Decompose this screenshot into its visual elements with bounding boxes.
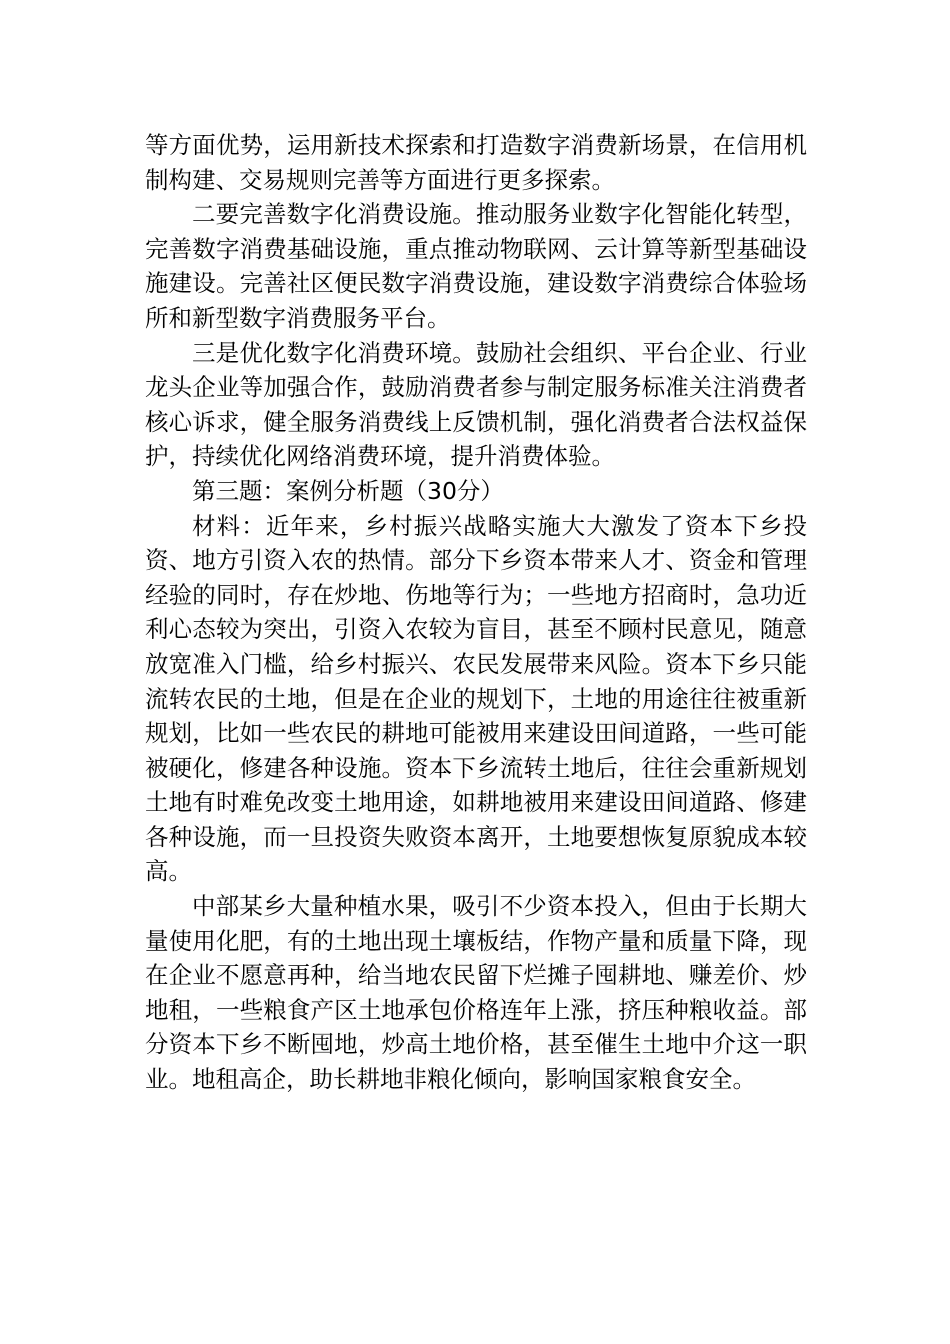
paragraph-material: 材料：近年来，乡村振兴战略实施大大激发了资本下乡投资、地方引资入农的热情。部分下乡资本带来人才、资金和管理经验的同时，存在炒地、伤地等行为；一些地方招商时，急功近利心态较为突出，引资入农较为盲目，甚至不顾村民意见，随意放宽准入门槛，给乡村振兴、农民发展带来风险。资本下乡只能流转农民的土地，但是在企业的规划下，土地的用途往往被重新规划，比如一些农民的耕地可能被用来建设田间道路，一些可能被硬化，修建各种设施。资本下乡流转土地后，往往会重新规划土地有时难免改变土地用途，如耕地被用来建设田间道路、修建各种设施，而一旦投资失败资本离开，土地要想恢复原貌成本较高。 [145,511,807,886]
paragraph-2: 二要完善数字化消费设施。推动服务业数字化智能化转型，完善数字消费基础设施，重点推动物联网、云计算等新型基础设施建设。完善社区便民数字消费设施，建设数字消费综合体验场所和新型数字消费服务平台。 [145,200,807,332]
document-page [145,128,807,1097]
paragraph-6: 中部某乡大量种植水果，吸引不少资本投入，但由于长期大量使用化肥，有的土地出现土壤板结，作物产量和质量下降，现在企业不愿意再种，给当地农民留下烂摊子囤耕地、赚差价、炒地租，一些粮食产区土地承包价格连年上涨，挤压种粮收益。部分资本下乡不断囤地，炒高土地价格，甚至催生土地中介这一职业。地租高企，助长耕地非粮化倾向，影响国家粮食安全。 [145,892,807,1094]
question-heading: 第三题：案例分析题（30分） [192,476,504,505]
paragraph-3: 三是优化数字化消费环境。鼓励社会组织、平台企业、行业龙头企业等加强合作，鼓励消费者参与制定服务标准关注消费者核心诉求，健全服务消费线上反馈机制，强化消费者合法权益保护，持续优化网络消费环境，提升消费体验。 [145,338,807,471]
paragraph-1: 等方面优势，运用新技术探索和打造数字消费新场景，在信用机制构建、交易规则完善等方面进行更多探索。 [145,131,807,194]
